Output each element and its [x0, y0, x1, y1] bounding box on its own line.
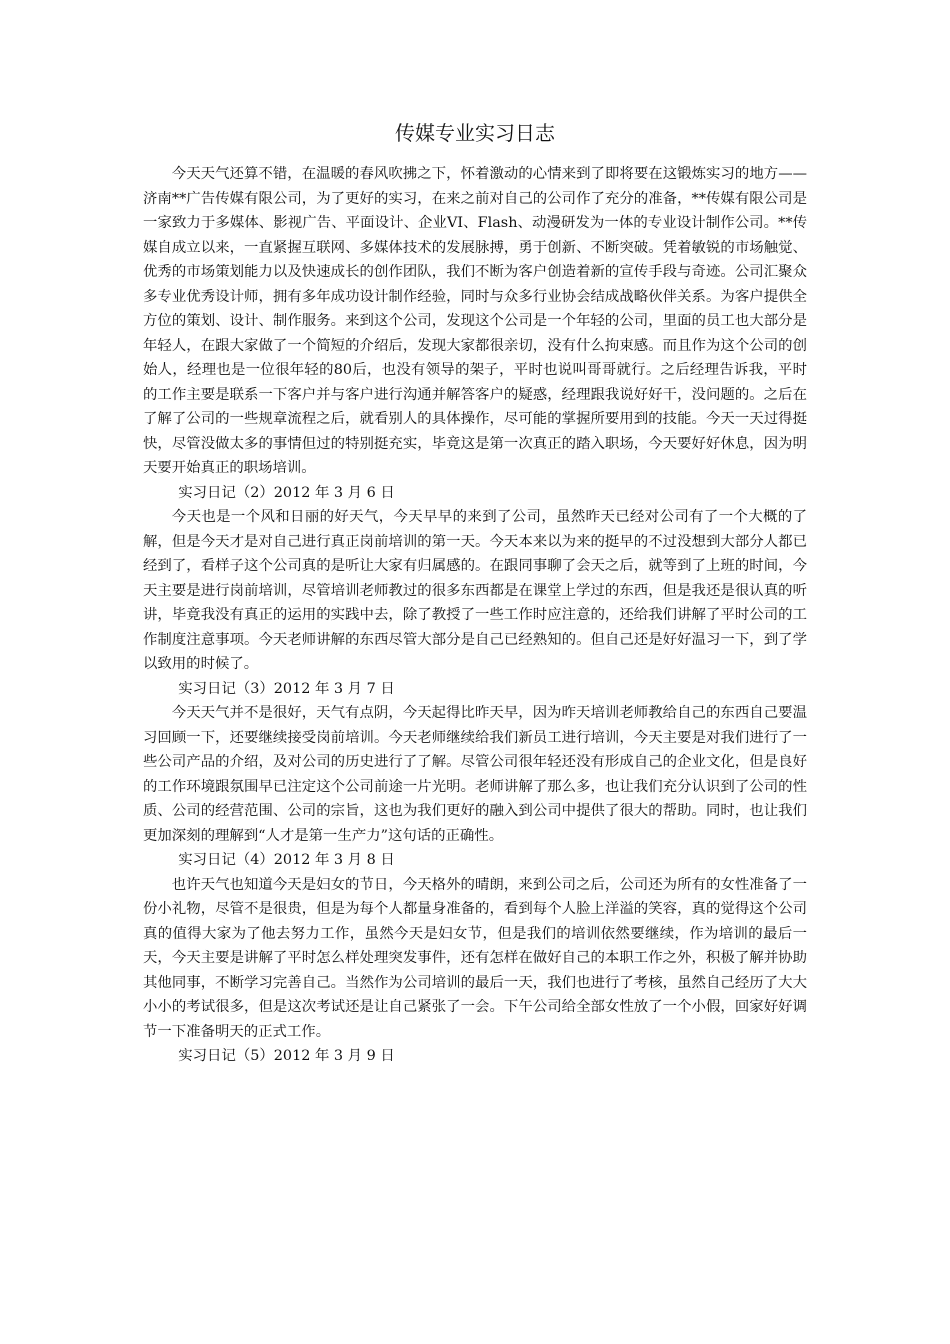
entry-heading-4: 实习日记（4）2012 年 3 月 8 日 [178, 852, 395, 868]
entry-paragraph-3: 今天天气并不是很好，天气有点阴，今天起得比昨天早，因为昨天培训老师教给自己的东西自己要温习回顾一下，还要继续接受岗前培训。今天老师继续给我们新员工进行培训，今天主要是对我们进行了一些公司产品的介绍，及对公司的历史进行了了解。尽管公司很年轻还没有形成自己的企业文化，但是良好的工作环境跟氛围早已注定这个公司前途一片光明。老师讲解了那么多，也让我们充分认识到了公司的性质、公司的经营范围、公司的宗旨，这也为我们更好的融入到公司中提供了很大的帮助。同时，也让我们更加深刻的理解到“人才是第一生产力”这句话的正确性。 [143, 705, 807, 844]
intro-paragraph: 今天天气还算不错，在温暖的春风吹拂之下，怀着激动的心情来到了即将要在这锻炼实习的地方——济南**广告传媒有限公司，为了更好的实习，在来之前对自己的公司作了充分的准备，**传媒有限公司是一家致力于多媒体、影视广告、平面设计、企业VI、Flash、动漫研发为一体的专业设计制作公司。**传媒自成立以来，一直紧握互联网、多媒体技术的发展脉搏，勇于创新、不断突破。凭着敏锐的市场触觉、优秀的市场策划能力以及快速成长的创作团队，我们不断为客户创造着新的宣传手段与奇迹。公司汇聚众多专业优秀设计师，拥有多年成功设计制作经验，同时与众多行业协会结成战略伙伴关系。为客户提供全方位的策划、设计、制作服务。来到这个公司，发现这个公司是一个年轻的公司，里面的员工也大部分是年轻人，在跟大家做了一个简短的介绍后，发现大家都很亲切，没有什么拘束感。而且作为这个公司的创始人，经理也是一位很年轻的80后，也没有领导的架子，平时也说叫哥哥就行。之后经理告诉我，平时的工作主要是联系一下客户并与客户进行沟通并解答客户的疑惑，经理跟我说好好干，没问题的。之后在了解了公司的一些规章流程之后，就看别人的具体操作，尽可能的掌握所要用到的技能。今天一天过得挺快，尽管没做太多的事情但过的特别挺充实，毕竟这是第一次真正的踏入职场，今天要好好休息，因为明天要开始真正的职场培训。 [143, 166, 807, 476]
document-title: 传媒专业实习日志 [395, 121, 555, 145]
entry-heading-5: 实习日记（5）2012 年 3 月 9 日 [178, 1048, 395, 1064]
entry-paragraph-4: 也许天气也知道今天是妇女的节日，今天格外的晴朗，来到公司之后，公司还为所有的女性准备了一份小礼物，尽管不是很贵，但是为每个人都量身准备的，看到每个人脸上洋溢的笑容，真的觉得这个公司真的值得大家为了他去努力工作，虽然今天是妇女节，但是我们的培训依然要继续，作为培训的最后一天，今天主要是讲解了平时怎么样处理突发事件，还有怎样在做好自己的本职工作之外，积极了解并协助其他同事，不断学习完善自己。当然作为公司培训的最后一天，我们也进行了考核，虽然自己经历了大大小小的考试很多，但是这次考试还是让自己紧张了一会。下午公司给全部女性放了一个小假，回家好好调节一下准备明天的正式工作。 [143, 876, 807, 1040]
entry-paragraph-2: 今天也是一个风和日丽的好天气，今天早早的来到了公司，虽然昨天已经对公司有了一个大概的了解，但是今天才是对自己进行真正岗前培训的第一天。今天本来以为来的挺早的不过没想到大部分人都已经到了，看样子这个公司真的是听让大家有归属感的。在跟同事聊了会天之后，就等到了上班的时间，今天主要是进行岗前培训，尽管培训老师教过的很多东西都是在课堂上学过的东西，但是我还是很认真的听讲，毕竟我没有真正的运用的实践中去，除了教授了一些工作时应注意的，还给我们讲解了平时公司的工作制度注意事项。今天老师讲解的东西尽管大部分是自己已经熟知的。但自己还是好好温习一下，到了学以致用的时候了。 [143, 509, 807, 672]
document-body [143, 162, 807, 1069]
entry-heading-2: 实习日记（2）2012 年 3 月 6 日 [178, 484, 395, 501]
entry-heading-3: 实习日记（3）2012 年 3 月 7 日 [178, 680, 395, 697]
